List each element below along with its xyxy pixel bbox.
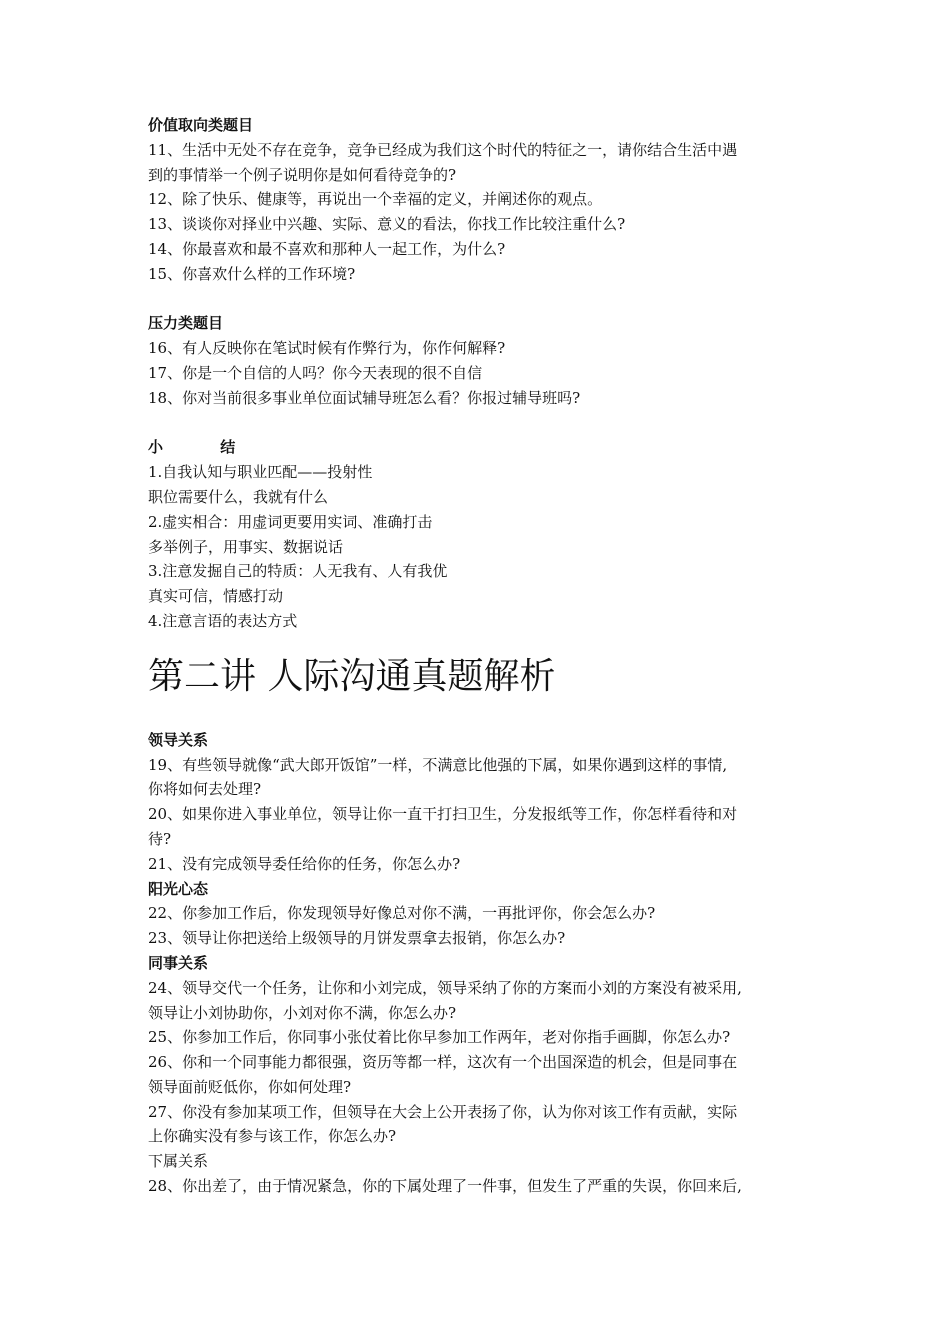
question-line: 12、除了快乐、健康等，再说出一个幸福的定义，并阐述你的观点。 <box>148 190 603 209</box>
spacer <box>148 287 808 312</box>
question-line: 18、你对当前很多事业单位面试辅导班怎么看？你报过辅导班吗? <box>148 388 581 407</box>
section-heading-pressure: 压力类题目 <box>148 314 224 333</box>
section-heading-values: 价值取向类题目 <box>148 116 254 134</box>
question-line: 23、领导让你把送给上级领导的月饼发票拿去报销，你怎么办? <box>148 929 566 948</box>
question-line: 27、你没有参加某项工作，但领导在大会上公开表扬了你，认为你对该工作有贡献，实际 <box>148 1102 738 1121</box>
spacer <box>148 411 808 436</box>
section-heading-subordinate: 下属关系 <box>148 1152 209 1171</box>
section-heading-colleague: 同事关系 <box>148 953 209 972</box>
summary-line: 4.注意言语的表达方式 <box>148 611 298 630</box>
question-line: 25、你参加工作后，你同事小张仗着比你早参加工作两年，老对你指手画脚，你怎么办? <box>148 1028 731 1047</box>
summary-line: 职位需要什么，我就有什么 <box>148 487 329 506</box>
section-heading-sunshine: 阳光心态 <box>148 879 209 898</box>
summary-line: 1.自我认知与职业匹配——投射性 <box>148 463 373 482</box>
question-line: 21、没有完成领导委任给你的任务，你怎么办? <box>148 854 461 873</box>
summary-line: 2.虚实相合：用虚词更要用实词、准确打击 <box>148 512 433 531</box>
summary-line: 多举例子，用事实、数据说话 <box>148 537 344 556</box>
question-line: 你将如何去处理? <box>148 780 262 799</box>
summary-line: 3.注意发掘自己的特质：人无我有、人有我优 <box>148 562 448 581</box>
question-line: 15、你喜欢什么样的工作环境? <box>148 264 356 283</box>
question-line: 28、你出差了，由于情况紧急，你的下属处理了一件事，但发生了严重的失误，你回来后, <box>148 1177 742 1196</box>
section-heading-leadership: 领导关系 <box>148 730 209 749</box>
question-line: 26、你和一个同事能力都很强，资历等都一样，这次有一个出国深造的机会，但是同事在 <box>148 1053 738 1072</box>
lecture-title: 第二讲 人际沟通真题解析 <box>148 655 556 697</box>
question-line: 24、领导交代一个任务，让你和小刘完成，领导采纳了你的方案而小刘的方案没有被采用, <box>148 978 742 997</box>
question-line: 上你确实没有参与该工作，你怎么办? <box>148 1127 397 1146</box>
question-line: 14、你最喜欢和最不喜欢和那种人一起工作，为什么? <box>148 239 506 258</box>
document-page <box>148 113 808 1199</box>
question-line: 20、如果你进入事业单位，领导让你一直干打扫卫生，分发报纸等工作，你怎样看待和对 <box>148 805 738 824</box>
question-line: 领导面前贬低你，你如何处理? <box>148 1077 352 1096</box>
question-line: 待? <box>148 829 172 848</box>
question-line: 22、你参加工作后，你发现领导好像总对你不满，一再批评你，你会怎么办? <box>148 904 656 923</box>
question-line: 16、有人反映你在笔试时候有作弊行为，你作何解释? <box>148 339 506 358</box>
question-line: 13、谈谈你对择业中兴趣、实际、意义的看法，你找工作比较注重什么? <box>148 215 626 234</box>
question-line: 到的事情举一个例子说明你是如何看待竞争的? <box>148 165 457 184</box>
question-line: 17、你是一个自信的人吗？你今天表现的很不自信 <box>148 363 483 382</box>
question-line: 11、生活中无处不存在竞争，竞争已经成为我们这个时代的特征之一，请你结合生活中遇 <box>148 140 738 159</box>
section-heading-summary: 小 结 <box>148 438 262 457</box>
summary-line: 真实可信，情感打动 <box>148 587 284 606</box>
question-line: 领导让小刘协助你，小刘对你不满，你怎么办? <box>148 1003 457 1022</box>
question-line: 19、有些领导就像“武大郎开饭馆”一样，不满意比他强的下属，如果你遇到这样的事情, <box>148 755 728 774</box>
